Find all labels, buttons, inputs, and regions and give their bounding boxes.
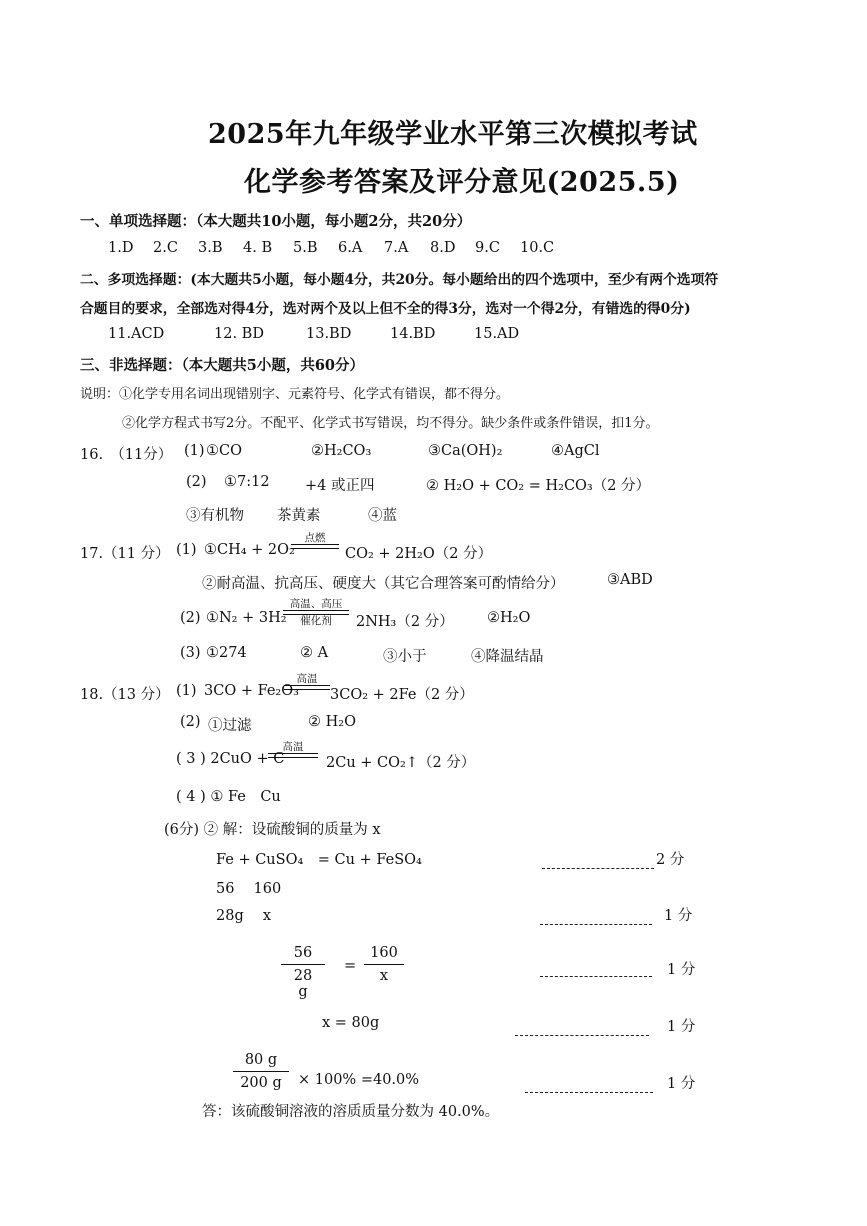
fraction-numerator: 56: [293, 945, 313, 961]
q18-percent: × 100% =40.0%: [298, 1072, 420, 1088]
fraction-160-x: [364, 945, 404, 984]
q18-p3-left: ( 3 ) 2CuO + C: [176, 751, 285, 767]
condition-top: 高温、高压: [289, 598, 343, 610]
fraction-denominator: x: [379, 968, 389, 984]
condition-text: 点燃: [304, 532, 326, 544]
answer-2: 2.C: [153, 240, 178, 256]
q18-p2-b: ② H₂O: [308, 714, 356, 730]
answer-9: 9.C: [475, 240, 500, 256]
score-1: 2 分: [656, 852, 685, 868]
page-subtitle: 化学参考答案及评分意见(2025.5): [244, 167, 680, 198]
q18-p1-right: 3CO₂ + 2Fe（2 分）: [330, 687, 474, 703]
q16-p2-label: (2): [186, 474, 207, 490]
q16-p1-c: ③Ca(OH)₂: [428, 443, 503, 459]
q17-label: 17.（11 分）: [80, 546, 170, 562]
answer-14: 14.BD: [390, 326, 436, 342]
q18-p5: (6分) ② 解：设硫酸铜的质量为 x: [164, 822, 381, 838]
q16-p1-label: (1): [184, 443, 205, 459]
q16-p3-a: ③有机物: [186, 508, 244, 524]
fraction-bar: [281, 964, 325, 965]
q16-p2-c: ② H₂O + CO₂ = H₂CO₃（2 分）: [426, 478, 651, 494]
score-3: 1 分: [667, 962, 696, 978]
q17-p2-right: 2NH₃（2 分）: [356, 614, 454, 630]
q16-p2-b: +4 或正四: [305, 478, 375, 494]
dash-leader: [525, 1092, 653, 1093]
fraction-80g-200g: [233, 1052, 289, 1091]
q18-p1-left: 3CO + Fe₂O₃: [204, 683, 299, 699]
score-5: 1 分: [667, 1076, 696, 1092]
fraction-numerator: 160: [370, 945, 398, 961]
fraction-denominator: 28 g: [293, 968, 313, 1000]
score-line-4: [515, 1025, 649, 1044]
q18-ratio2: 28g x: [216, 908, 272, 924]
q18-p2-a: ①过滤: [208, 718, 252, 734]
section2-answers: [108, 326, 519, 342]
answer-5: 5.B: [293, 240, 318, 256]
q18-p2-label: (2): [180, 714, 201, 730]
page-title: 2025年九年级学业水平第三次模拟考试: [208, 119, 698, 150]
dash-leader: [540, 976, 652, 977]
q17-p1-label: (1): [176, 542, 197, 558]
q17-p1-b: ②耐高温、抗高压、硬度大（其它合理答案可酌情给分）: [202, 576, 565, 592]
fraction-numerator: 80 g: [244, 1052, 278, 1068]
q18-result: x = 80g: [322, 1015, 380, 1031]
score-2: 1 分: [664, 908, 693, 924]
answer-13: 13.BD: [306, 326, 352, 342]
answer-3: 3.B: [198, 240, 223, 256]
q16-p1-b: ②H₂CO₃: [311, 443, 372, 459]
answer-11: 11.ACD: [108, 326, 165, 342]
score-line-1: [542, 858, 654, 877]
section2-heading-line2: 合题目的要求，全部选对得4分，选对两个及以上但不全的得3分，选对一个得2分，有错选的得0分): [80, 301, 691, 317]
q16-p1-d: ④AgCl: [551, 443, 600, 459]
condition-text: 高温: [282, 741, 304, 753]
q17-p2-b: ②H₂O: [487, 610, 531, 626]
answer-7: 7.A: [384, 240, 409, 256]
q17-p1-c: ③ABD: [607, 572, 653, 588]
q17-p2-condition: [283, 598, 349, 627]
q16-p3-c: ④蓝: [368, 508, 397, 524]
q17-p3-label: (3): [180, 645, 201, 661]
answer-6: 6.A: [338, 240, 363, 256]
answer-15: 15.AD: [474, 326, 520, 342]
dash-leader: [540, 924, 652, 925]
dash-leader: [515, 1035, 649, 1036]
dash-leader: [542, 868, 654, 869]
q18-ratio1: 56 160: [216, 881, 282, 897]
q17-p1-left: ①CH₄ + 2O₂: [204, 542, 295, 558]
fraction-56-28g: [281, 945, 325, 1000]
q17-p3-c: ③小于: [383, 649, 427, 665]
answer-12: 12. BD: [214, 326, 264, 342]
equals-sign: =: [344, 958, 357, 974]
q18-equation: Fe + CuSO₄ = Cu + FeSO₄: [216, 852, 422, 868]
q16-p3-b: 茶黄素: [277, 508, 321, 524]
q18-answer: 答：该硫酸铜溶液的溶质质量分数为 40.0%。: [202, 1104, 500, 1120]
q17-p3-d: ④降温结晶: [471, 649, 544, 665]
double-line: [291, 544, 339, 549]
q18-p4: ( 4 ) ① Fe Cu: [176, 789, 281, 805]
score-line-2: [540, 914, 652, 933]
q18-p1-condition: [284, 673, 330, 690]
q16-p2-a: ①7:12: [224, 474, 270, 490]
q16-p1-a: ①CO: [206, 443, 242, 459]
q18-label: 18.（13 分）: [80, 687, 170, 703]
q17-p3-b: ② A: [300, 645, 329, 661]
condition-text: 高温: [296, 673, 318, 685]
q17-p3-a: ①274: [206, 645, 247, 661]
condition-bottom: 催化剂: [300, 615, 332, 627]
section1-heading: 一、单项选择题：（本大题共10小题，每小题2分，共20分）: [80, 213, 472, 230]
fraction-bar: [233, 1071, 289, 1072]
note-2: ②化学方程式书写2分。不配平、化学式书写错误，均不得分。缺少条件或条件错误，扣1分。: [122, 416, 659, 431]
q18-p3-condition: [268, 741, 318, 758]
double-line: [284, 685, 330, 690]
answer-1: 1.D: [108, 240, 134, 256]
q17-p1-right: CO₂ + 2H₂O（2 分）: [345, 546, 493, 562]
answer-8: 8.D: [430, 240, 456, 256]
fraction-denominator: 200 g: [240, 1075, 282, 1091]
answer-10: 10.C: [520, 240, 555, 256]
section3-heading: 三、非选择题：（本大题共5小题，共60分）: [80, 357, 365, 374]
score-4: 1 分: [667, 1019, 696, 1035]
section1-answers: [108, 240, 554, 256]
double-line: [268, 753, 318, 758]
section2-heading-line1: 二、多项选择题：(本大题共5小题，每小题4分，共20分。每小题给出的四个选项中，至少有两个选项符: [80, 272, 719, 288]
score-line-3: [540, 966, 652, 985]
score-line-5: [525, 1082, 653, 1101]
note-1: 说明：①化学专用名词出现错别字、元素符号、化学式有错误，都不得分。: [80, 387, 510, 402]
q18-p3-right: 2Cu + CO₂↑（2 分）: [326, 755, 476, 771]
q17-p2-left: ①N₂ + 3H₂: [206, 610, 287, 626]
q17-p2-label: (2): [180, 610, 201, 626]
answer-4: 4. B: [243, 240, 273, 256]
q17-p1-condition: [291, 532, 339, 549]
fraction-bar: [364, 964, 404, 965]
q16-label: 16. （11分）: [80, 447, 173, 463]
q18-p1-label: (1): [176, 683, 197, 699]
